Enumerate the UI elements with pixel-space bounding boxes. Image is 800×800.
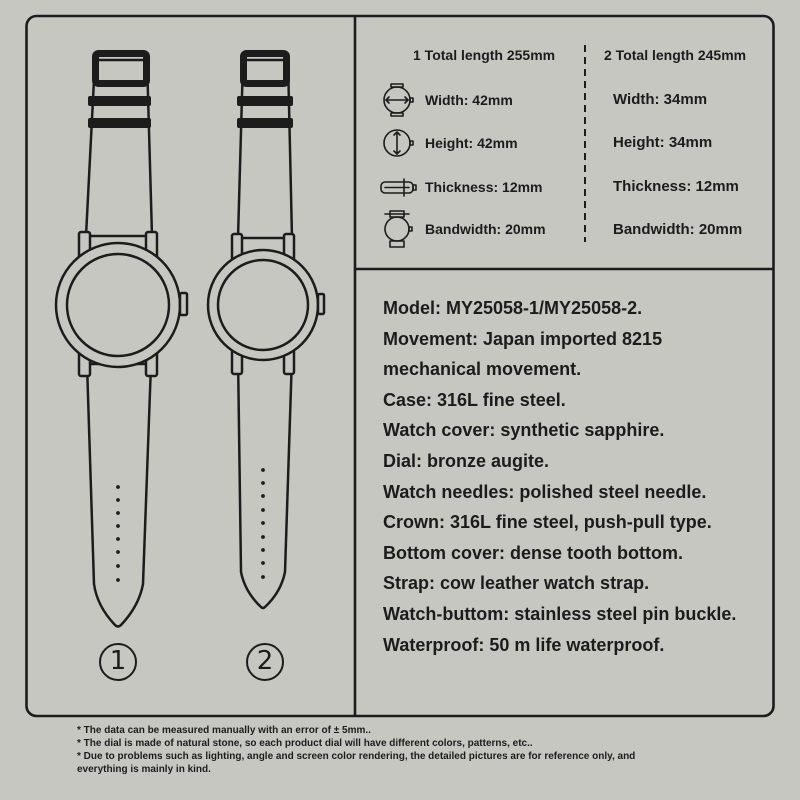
strap-hole xyxy=(261,468,265,472)
spec-line-model: Model: MY25058-1/MY25058-2. xyxy=(383,298,643,318)
watch-1-drawing xyxy=(56,54,187,627)
size-1-bandwidth: Bandwidth: 20mm xyxy=(425,221,546,237)
watch-1-label-number: 1 xyxy=(109,646,127,676)
size-2-bandwidth: Bandwidth: 20mm xyxy=(613,221,743,238)
size-2-thickness: Thickness: 12mm xyxy=(613,178,739,195)
strap-hole xyxy=(261,561,265,565)
strap-hole xyxy=(116,498,120,502)
strap-hole xyxy=(116,578,120,582)
spec-line-movement-cont: mechanical movement. xyxy=(383,359,582,380)
note-reference-only: * Due to problems such as lighting, angle and screen color rendering, the detailed pictures are for reference only, and xyxy=(77,751,636,762)
size-1-width: Width: 42mm xyxy=(425,92,513,108)
size-1-height: Height: 42mm xyxy=(425,135,518,151)
strap-hole xyxy=(116,485,120,489)
note-reference-only-cont: everything is mainly in kind. xyxy=(77,764,211,775)
watch-height-icon xyxy=(384,130,413,156)
watch-2-lower-strap xyxy=(238,356,292,608)
watch-1-keeper-top xyxy=(88,96,151,106)
spec-line-crown: Crown: 316L fine steel, push-pull type. xyxy=(383,512,712,533)
watch-1-crown xyxy=(180,293,187,315)
strap-hole xyxy=(261,494,265,498)
spec-line-case: Case: 316L fine steel. xyxy=(383,389,566,410)
size-2-total-length: 2 Total length 245mm xyxy=(604,47,747,63)
strap-hole xyxy=(261,508,265,512)
spec-line-movement: Movement: Japan imported 8215 xyxy=(383,328,663,349)
strap-hole xyxy=(261,535,265,539)
watch-2-keeper-top xyxy=(237,96,293,106)
note-natural-stone: * The dial is made of natural stone, so each product dial will have different colors, patterns, etc.. xyxy=(77,738,533,749)
spec-line-strap: Strap: cow leather watch strap. xyxy=(383,573,650,594)
spec-line-watch-cover: Watch cover: synthetic sapphire. xyxy=(383,420,665,441)
spec-list xyxy=(383,293,736,660)
watch-width-icon xyxy=(384,84,413,116)
watch-1-lower-strap xyxy=(87,364,151,627)
strap-hole xyxy=(116,564,120,568)
footer-notes xyxy=(77,724,635,776)
watch-1-keeper-bottom xyxy=(88,118,151,128)
spec-line-waterproof: Waterproof: 50 m life waterproof. xyxy=(383,634,665,655)
watch-2-label xyxy=(246,643,284,681)
watch-2-drawing xyxy=(208,54,324,609)
note-measurement-error: * The data can be measured manually with an error of ± 5mm.. xyxy=(77,725,371,736)
strap-hole xyxy=(261,481,265,485)
watch-2-crown xyxy=(318,294,324,314)
size-2-height: Height: 34mm xyxy=(613,134,713,151)
watch-1-label xyxy=(99,643,137,681)
spec-line-watch-needles: Watch needles: polished steel needle. xyxy=(383,481,707,502)
watch-2-keeper-bottom xyxy=(237,118,293,128)
spec-line-dial: Dial: bronze augite. xyxy=(383,450,550,471)
strap-hole xyxy=(116,511,120,515)
size-1-thickness: Thickness: 12mm xyxy=(425,179,543,195)
spec-line-watch-buttom: Watch-buttom: stainless steel pin buckle. xyxy=(383,603,737,624)
strap-hole xyxy=(261,575,265,579)
strap-hole xyxy=(261,521,265,525)
size-1-total-length: 1 Total length 255mm xyxy=(413,47,556,63)
strap-hole xyxy=(261,548,265,552)
strap-hole xyxy=(116,524,120,528)
size-2-width: Width: 34mm xyxy=(613,91,708,108)
strap-hole xyxy=(116,550,120,554)
spec-line-bottom-cover: Bottom cover: dense tooth bottom. xyxy=(383,542,683,563)
strap-hole xyxy=(116,537,120,541)
watch-2-bezel xyxy=(218,260,308,350)
watch-1-bezel xyxy=(67,254,169,356)
watch-thickness-icon xyxy=(381,179,416,196)
watch-bandwidth-icon xyxy=(385,211,412,247)
watch-2-label-number: 2 xyxy=(256,646,274,676)
